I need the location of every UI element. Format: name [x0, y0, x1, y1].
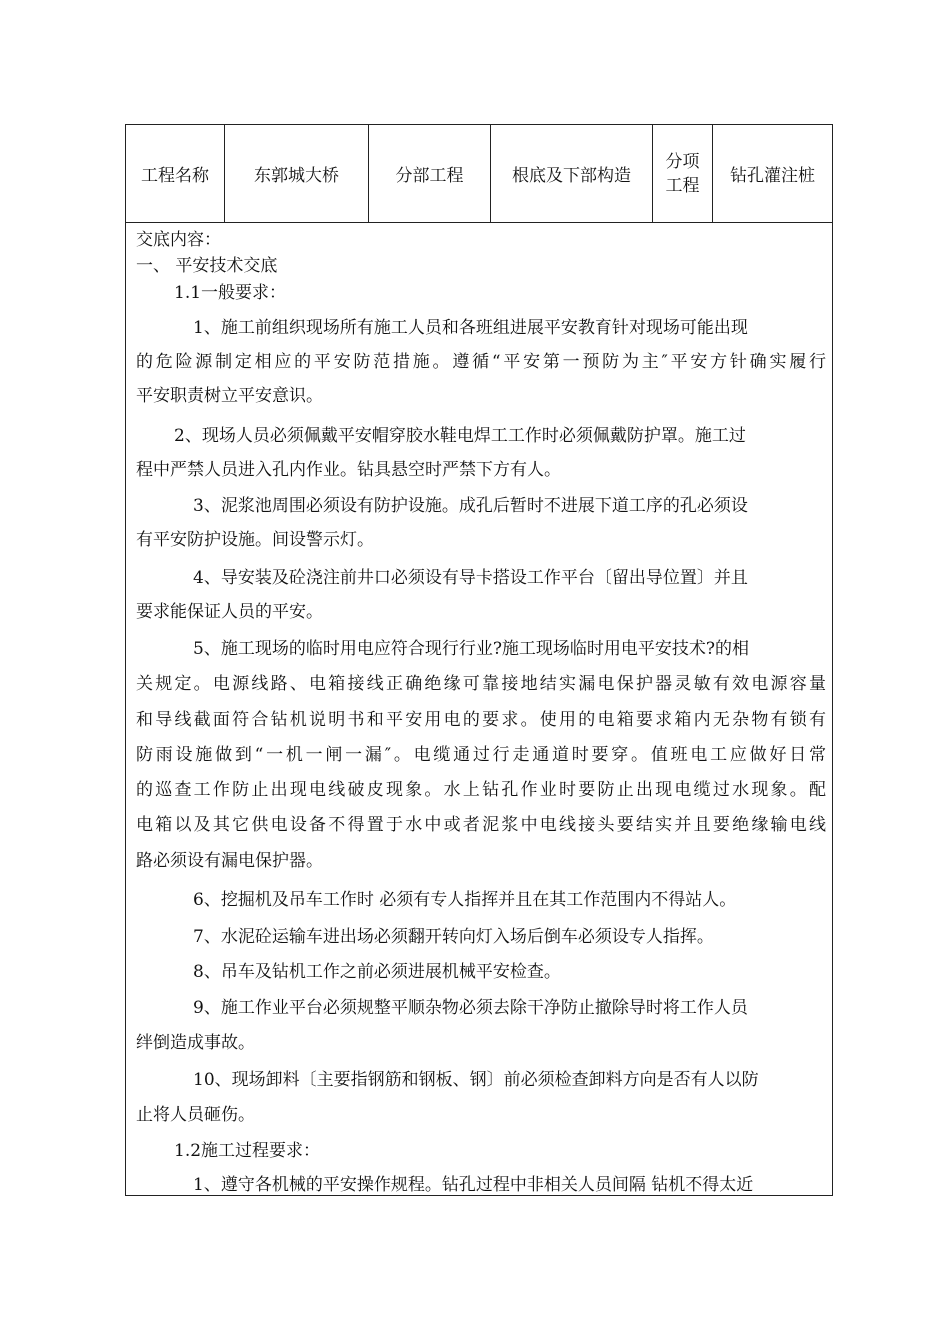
paragraph-line: 电箱以及其它供电设备不得置于水中或者泥浆中电线接头要结实并且要绝缘输电线 [136, 815, 826, 835]
paragraph-line: 6、挖掘机及吊车工作时 必须有专人指挥并且在其工作范围内不得站人。 [193, 890, 737, 910]
paragraph-line: 的巡查工作防止出现电线破皮现象。水上钻孔作业时要防止出现电缆过水现象。配 [136, 780, 826, 800]
paragraph-line: 的危险源制定相应的平安防范措施。遵循“平安第一预防为主″平安方针确实履行 [136, 352, 826, 372]
disclosure-table [125, 124, 833, 1196]
paragraph-line: 平安职责树立平安意识。 [136, 386, 323, 406]
section-title: 一、 平安技术交底 [136, 256, 278, 276]
division-label: 分部工程 [369, 125, 491, 222]
paragraph-line: 2、现场人员必须佩戴平安帽穿胶水鞋电焊工工作时必须佩戴防护罩。施工过 [174, 426, 746, 446]
subitem-value: 钻孔灌注桩 [730, 166, 815, 186]
paragraph-line: 4、导安装及砼浇注前井口必须设有导卡搭设工作平台〔留出导位置〕并且 [193, 568, 748, 588]
project-name-value: 东郭城大桥 [225, 125, 369, 222]
table-header-row [126, 125, 832, 223]
subsection-title: 1.1一般要求： [174, 283, 287, 303]
subitem-label: 分项 工程 [653, 125, 713, 222]
project-name-label: 工程名称 [126, 125, 225, 222]
paragraph-line: 和导线截面符合钻机说明书和平安用电的要求。使用的电箱要求箱内无杂物有锁有 [136, 710, 826, 730]
division-value: 根底及下部构造 [491, 125, 653, 222]
paragraph-line: 程中严禁人员进入孔内作业。钻具悬空时严禁下方有人。 [136, 460, 561, 480]
paragraph-line: 10、现场卸料〔主要指钢筋和钢板、钢〕前必须检查卸料方向是否有人以防 [193, 1070, 759, 1090]
subsection-title: 1.2施工过程要求： [174, 1141, 321, 1161]
paragraph-line: 路必须设有漏电保护器。 [136, 851, 323, 871]
paragraph-line: 7、水泥砼运输车进出场必须翻开转向灯入场后倒车必须设专人指挥。 [193, 927, 714, 947]
paragraph-line: 有平安防护设施。间设警示灯。 [136, 530, 374, 550]
paragraph-line: 1、遵守各机械的平安操作规程。钻孔过程中非相关人员间隔 钻机不得太近 [193, 1175, 754, 1195]
paragraph-line: 止将人员砸伤。 [136, 1105, 255, 1125]
paragraph-line: 5、施工现场的临时用电应符合现行行业?施工现场临时用电平安技术?的相 [193, 639, 750, 659]
paragraph-line: 绊倒造成事故。 [136, 1033, 255, 1053]
paragraph-line: 9、施工作业平台必须规整平顺杂物必须去除干净防止撤除导时将工作人员 [193, 998, 748, 1018]
paragraph-line: 要求能保证人员的平安。 [136, 602, 323, 622]
paragraph-line: 1、施工前组织现场所有施工人员和各班组进展平安教育针对现场可能出现 [193, 318, 748, 338]
paragraph-line: 防雨设施做到“一机一闸一漏″。电缆通过行走通道时要穿。值班电工应做好日常 [136, 745, 826, 765]
paragraph-line: 8、吊车及钻机工作之前必须进展机械平安检查。 [193, 962, 561, 982]
paragraph-line: 3、泥浆池周围必须设有防护设施。成孔后暂时不进展下道工序的孔必须设 [193, 496, 748, 516]
paragraph-line: 关规定。电源线路、电箱接线正确绝缘可靠接地结实漏电保护器灵敏有效电源容量 [136, 674, 826, 694]
content-heading: 交底内容： [136, 230, 221, 250]
